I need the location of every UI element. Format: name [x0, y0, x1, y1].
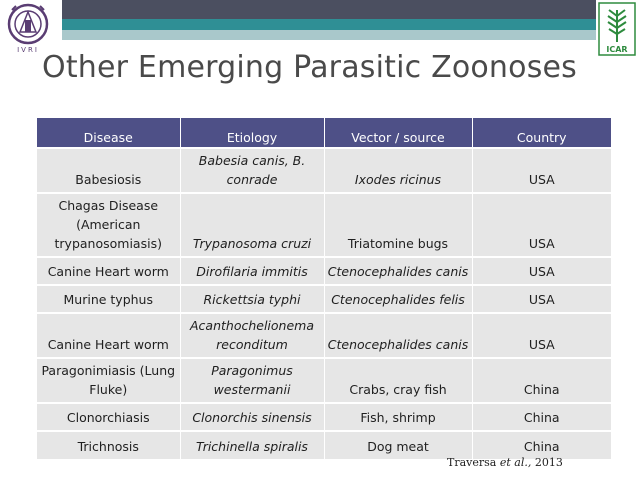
table-row: [37, 403, 611, 431]
cell-etiology: Trypanosoma cruzi: [180, 193, 324, 257]
citation-year: 2013: [531, 456, 563, 469]
header-band-teal: [62, 19, 596, 30]
table-row: [37, 148, 611, 193]
cell-vector: Triatomine bugs: [324, 193, 472, 257]
table-row: [37, 358, 611, 403]
cell-disease: Canine Heart worm: [37, 257, 180, 285]
zoonoses-table: [37, 118, 611, 459]
cell-country: China: [472, 431, 611, 459]
table-row: [37, 193, 611, 257]
cell-disease: Chagas Disease (American trypanosomiasis): [37, 193, 180, 257]
header-etiology: Etiology: [180, 118, 324, 148]
page-title: Other Emerging Parasitic Zoonoses: [42, 50, 578, 85]
cell-disease: Paragonimiasis (Lung Fluke): [37, 358, 180, 403]
table-row: [37, 285, 611, 313]
citation-etal: et al.,: [499, 456, 532, 469]
ivri-emblem-icon: [2, 2, 54, 54]
citation: [447, 456, 563, 469]
table-row: [37, 313, 611, 358]
cell-disease: Murine typhus: [37, 285, 180, 313]
cell-vector: Ctenocephalides felis: [324, 285, 472, 313]
cell-vector: Fish, shrimp: [324, 403, 472, 431]
cell-disease: Clonorchiasis: [37, 403, 180, 431]
cell-etiology: Dirofilaria immitis: [180, 257, 324, 285]
icar-logo-text: ICAR: [606, 45, 628, 54]
cell-vector: Dog meat: [324, 431, 472, 459]
header-disease: Disease: [37, 118, 180, 148]
cell-country: USA: [472, 148, 611, 193]
cell-vector: Crabs, cray fish: [324, 358, 472, 403]
cell-country: USA: [472, 313, 611, 358]
icar-wheat-logo-icon: [598, 2, 636, 56]
cell-country: USA: [472, 285, 611, 313]
cell-etiology: Clonorchis sinensis: [180, 403, 324, 431]
cell-etiology: Babesia canis, B. conrade: [180, 148, 324, 193]
table-row: [37, 257, 611, 285]
cell-vector: Ctenocephalides canis: [324, 313, 472, 358]
cell-etiology: Rickettsia typhi: [180, 285, 324, 313]
header-band-teal-light: [62, 30, 596, 40]
citation-author: Traversa: [447, 456, 500, 469]
header-country: Country: [472, 118, 611, 148]
cell-country: China: [472, 403, 611, 431]
cell-etiology: Acanthochelionema reconditum: [180, 313, 324, 358]
cell-vector: Ixodes ricinus: [324, 148, 472, 193]
ivri-logo-text: IVRI: [17, 46, 39, 54]
table-header-row: [37, 118, 611, 148]
cell-vector: Ctenocephalides canis: [324, 257, 472, 285]
cell-country: USA: [472, 257, 611, 285]
header-vector-source: Vector / source: [324, 118, 472, 148]
cell-country: USA: [472, 193, 611, 257]
cell-disease: Canine Heart worm: [37, 313, 180, 358]
cell-disease: Babesiosis: [37, 148, 180, 193]
cell-etiology: Trichinella spiralis: [180, 431, 324, 459]
table-row: [37, 431, 611, 459]
cell-disease: Trichnosis: [37, 431, 180, 459]
cell-etiology: Paragonimus westermanii: [180, 358, 324, 403]
header-band-dark: [62, 0, 596, 19]
cell-country: China: [472, 358, 611, 403]
